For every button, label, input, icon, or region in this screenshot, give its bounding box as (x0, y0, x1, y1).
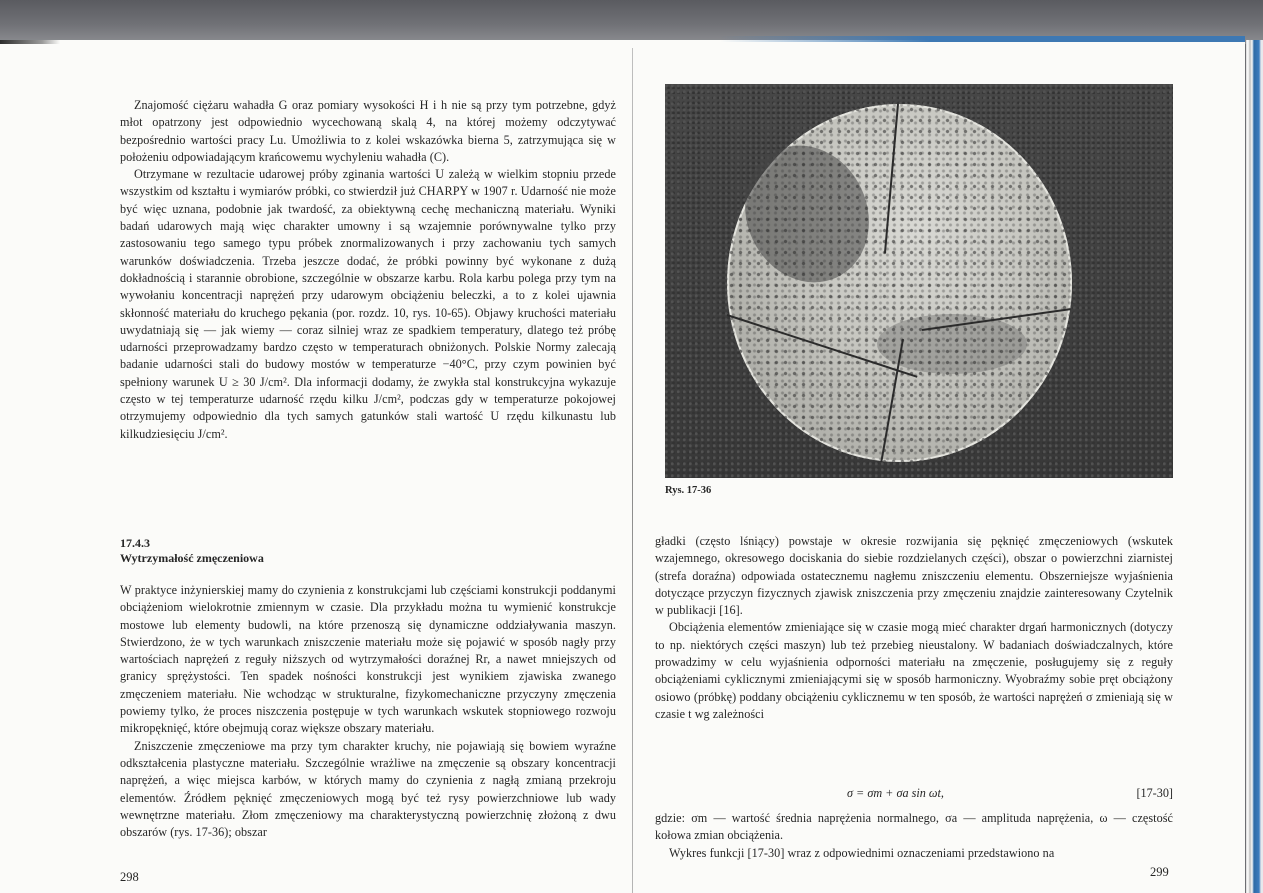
paragraph: Znajomość ciężaru wahadła G oraz pomiary wysokości H i h nie są przy tym potrzebne, gdyż młot opatrzony jest odpowiednio wycechowaną skalą 4, na której możemy odczytywać bezpośrednio wartości pracy Lu. Umożliwia to z kolei wskazówka bierna 5, zatrzymująca się w położeniu odpowiadającym krańcowemu wychyleniu wahadła (C). (120, 98, 616, 164)
book-edge (0, 40, 60, 44)
book-cover-edge-right (1246, 40, 1263, 893)
section-heading (120, 536, 616, 566)
paragraph: Wykres funkcji [17-30] wraz z odpowiednimi oznaczeniami przedstawiono na (669, 845, 1055, 860)
left-page-intro (120, 97, 616, 443)
fracture-surface (727, 104, 1072, 462)
page-number-left: 298 (120, 870, 139, 884)
paragraph: Obciążenia elementów zmieniające się w czasie mogą mieć charakter drgań harmonicznych (dotyczy to np. niektórych części maszyn) lub też przebieg nieustalony. W badaniach doświadczalnych, które prowadzimy w celu wyjaśnienia odporności materiału na zmęczenie, posługujemy się z reguły obciążeniami cyklicznymi zmieniającymi się w sposób harmoniczny. Wyobraźmy sobie pręt obciążony osiowo (próbkę) poddany obciążeniu cyklicznemu w ten sposób, że wartości naprężeń σ zmieniają się w czasie t wg zależności (655, 620, 1173, 721)
figure-caption: Rys. 17-36 (665, 485, 712, 496)
page-number-right: 299 (1150, 865, 1169, 879)
equation-number: [17-30] (1136, 786, 1173, 800)
equation-expression: σ = σm + σa sin ωt, (847, 786, 944, 800)
paragraph: Otrzymane w rezultacie udarowej próby zginania wartości U zależą w wielkim stopniu przede wszystkim od kształtu i wymiarów próbki, co stwierdził już CHARPY w 1907 r. Udarność nie może być więc uznana, podobnie jak twardość, za obiektywną cechę mechaniczną materiału. Wyniki badań udarowych mają więc charakter umowny i są wzajemnie porównywalne tylko przy zastosowaniu tego samego typu próbek znormalizowanych i przy zachowaniu tych samych warunków doświadczenia. Trzeba jeszcze dodać, że próbki powinny być wykonane z dużą dokładnością i starannie obrobione, szczególnie w obszarze karbu. Rola karbu polega przy tym na wywołaniu koncentracji naprężeń przy udarowym obciążeniu beleczki, a to z kolei ujawnia skłonność materiału do kruchego pękania (por. rozdz. 10, rys. 10-65). Objawy kruchości materiału uwydatniają się — jak wiemy — coraz silniej wraz ze spadkiem temperatury, dlatego też próbę udarności przeprowadzamy bardzo często w temperaturach obniżonych. Polskie Normy zalecają badanie udarności stali do budowy mostów w temperaturze −40°C, przy czym powinien być spełniony warunek U ≥ 30 J/cm². Dla informacji dodamy, że zwykła stal konstrukcyjna wykazuje często w tej temperaturze udarność rzędu kilku J/cm², podczas gdy w temperaturze pokojowej otrzymujemy odpowiednio dla tych samych gatunków stali wartość U rzędu kilkunastu lub kilkudziesięciu J/cm². (120, 167, 616, 441)
right-page-body-b (655, 810, 1173, 862)
figure-fracture-photo (665, 84, 1173, 478)
book-cover-edge-top (720, 36, 1245, 42)
equation (655, 786, 1173, 803)
paragraph: gdzie: σm — wartość średnia naprężenia normalnego, σa — amplituda naprężenia, ω — częstość kołowa zmian obciążenia. (655, 811, 1173, 843)
right-page-body-a (655, 533, 1173, 723)
paragraph: gładki (często lśniący) powstaje w okresie rozwijania się pęknięć zmęczeniowych (wskutek wzajemnego, okresowego dociskania do siebie rozdzielanych części), obszar o powierzchni ziarnistej (strefa doraźna) odpowiada ostatecznemu nagłemu zniszczeniu elementu. Obszerniejsze wyjaśnienia dotyczące przyczyn fizycznych zjawisk zniszczenia przy zmęczeniu znajdzie zainteresowany Czytelnik w publikacji [16]. (655, 534, 1173, 618)
book-gutter (632, 48, 633, 893)
paragraph: W praktyce inżynierskiej mamy do czynienia z konstrukcjami lub częściami konstrukcji poddanymi obciążeniom wielokrotnie zmiennym w czasie. Dla przykładu można tu wymienić konstrukcje mostowe lub elementy budowli, na które przenoszą się dynamiczne oddziaływania maszyn. Stwierdzono, że w tych warunkach zniszczenie materiału może się pojawić w sposób nagły przy wartościach naprężeń z reguły niższych od wytrzymałości doraźnej Rr, a nawet mniejszych od granicy sprężystości. Ten spadek nośności konstrukcji jest wynikiem zjawiska zwanego zmęczeniem materiału. Nie wchodząc w strukturalne, fizykomechaniczne przyczyny zmęczenia powiemy tylko, że proces niszczenia postępuje w tych warunkach wskutek stopniowego rozwoju mikropęknięć, które obejmują coraz większe obszary materiału. (120, 583, 616, 736)
section-number: 17.4.3 (120, 536, 150, 550)
left-page-section-body (120, 582, 616, 841)
grain-texture (727, 104, 1072, 462)
section-title: Wytrzymałość zmęczeniowa (120, 551, 264, 565)
paragraph: Zniszczenie zmęczeniowe ma przy tym charakter kruchy, nie pojawiają się bowiem wyraźne odkształcenia plastyczne materiału. Szczególnie wrażliwe na zmęczenie są obszary koncentracji naprężeń, a więc miejsca karbów, w których mamy do czynienia z nagłą zmianą przekroju elementów. Źródłem pęknięć zmęczeniowych mogą być też rysy powierzchniowe lub wady wewnętrzne materiału. Złom zmęczeniowy ma charakterystyczną powierzchnię złożoną z dwu obszarów (rys. 17-36); obszar (120, 738, 616, 840)
